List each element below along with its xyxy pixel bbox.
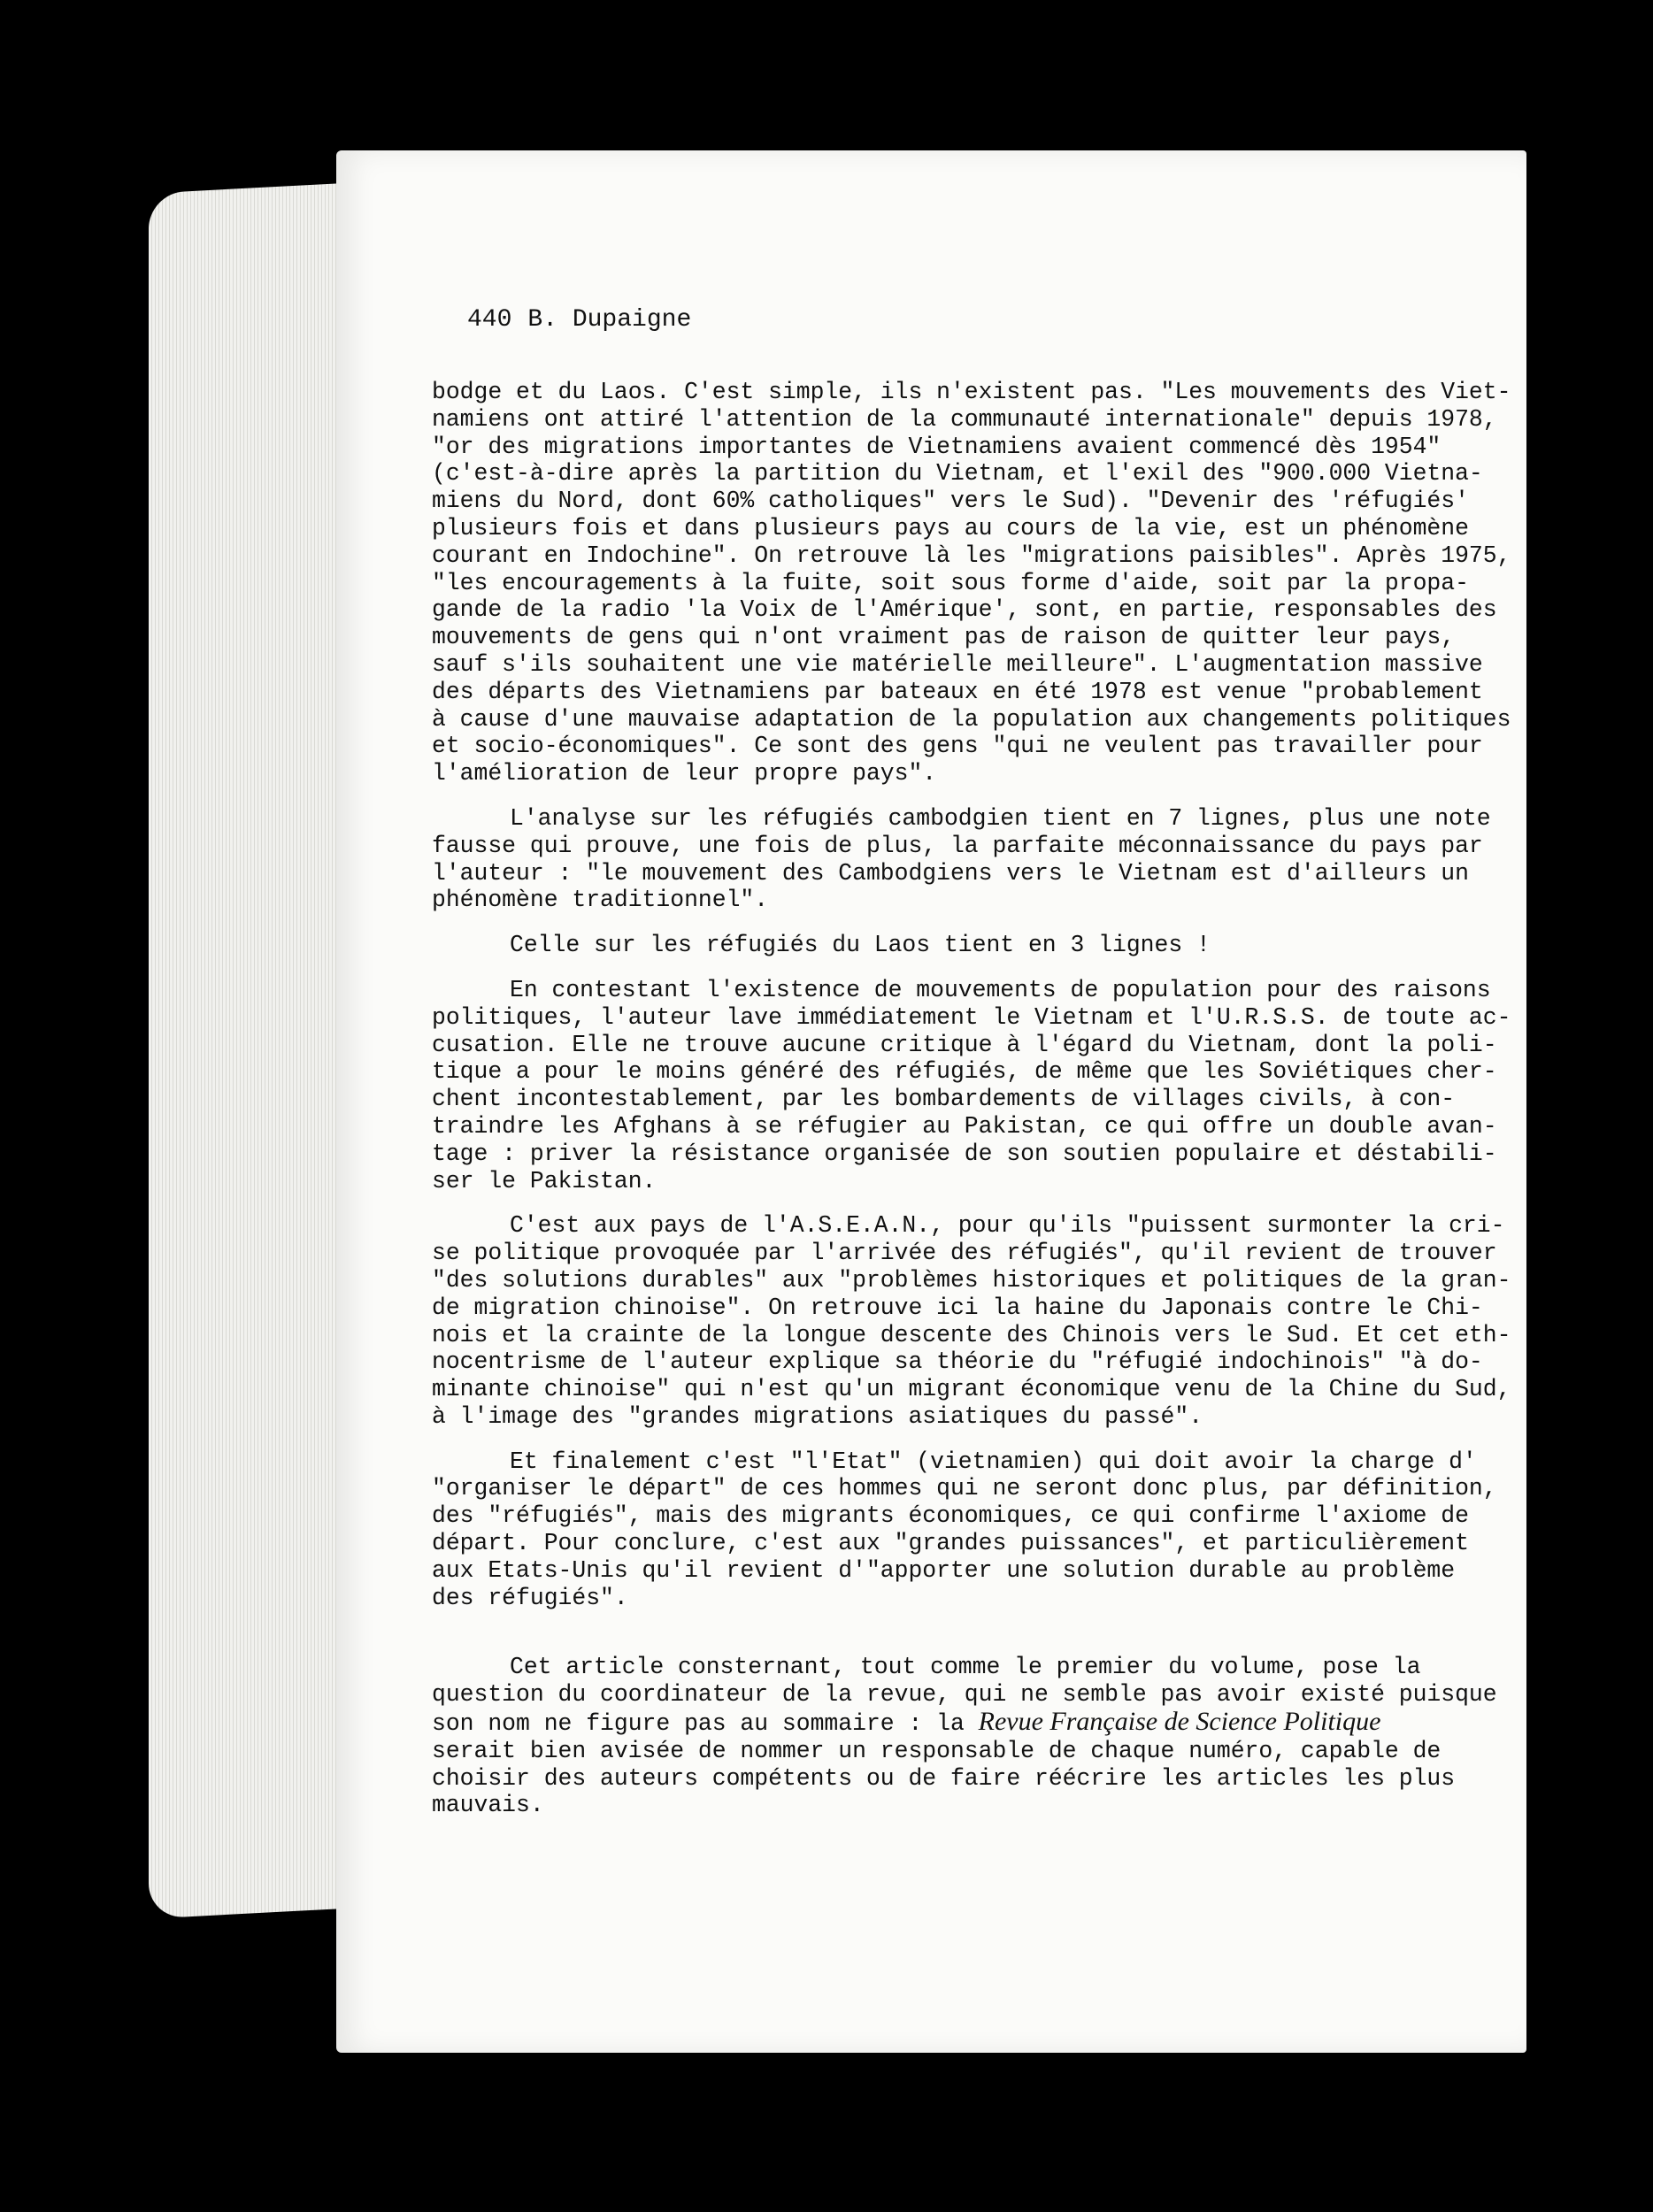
paragraph-6 xyxy=(432,1448,1497,1612)
text-line: politiques, l'auteur lave immédiatement le Vietnam et l'U.R.S.S. de toute ac- xyxy=(432,1003,1511,1031)
text-line: nois et la crainte de la longue descente des Chinois vers le Sud. Et cet eth- xyxy=(432,1321,1511,1348)
text-line: l'auteur : "le mouvement des Cambodgiens vers le Vietnam est d'ailleurs un xyxy=(432,859,1469,887)
text-line: tique a pour le moins généré des réfugiés, de même que les Soviétiques cher- xyxy=(432,1058,1497,1086)
text-line: et socio-économiques". Ce sont des gens "qui ne veulent pas travailler pour xyxy=(432,733,1483,760)
text-line: cusation. Elle ne trouve aucune critique à l'égard du Vietnam, dont la poli- xyxy=(432,1031,1497,1058)
text-line: phénomène traditionnel". xyxy=(432,887,769,914)
text-line: mauvais. xyxy=(432,1792,544,1819)
text-line: traindre les Afghans à se réfugier au Pakistan, ce qui offre un double avan- xyxy=(432,1112,1497,1140)
paragraph-1 xyxy=(432,379,1511,787)
text-line: "organiser le départ" de ces hommes qui ne seront donc plus, par définition, xyxy=(432,1475,1497,1502)
text-line: question du coordinateur de la revue, qui ne semble pas avoir existé puisque xyxy=(432,1681,1497,1709)
text-line: serait bien avisée de nommer un responsable de chaque numéro, capable de xyxy=(432,1737,1442,1764)
paragraph-7 xyxy=(432,1654,1497,1819)
text-line: courant en Indochine". On retrouve là les "migrations paisibles". Après 1975, xyxy=(432,541,1511,569)
page-number: 440 xyxy=(467,306,512,334)
text-line: "or des migrations importantes de Vietnamiens avaient commencé dès 1954" xyxy=(432,433,1442,460)
text-line: "des solutions durables" aux "problèmes historiques et politiques de la gran- xyxy=(432,1266,1511,1294)
text-line: se politique provoquée par l'arrivée des réfugiés", qu'il revient de trouver xyxy=(432,1240,1497,1267)
text-line: ser le Pakistan. xyxy=(432,1167,657,1194)
text-line: namiens ont attiré l'attention de la communauté internationale" depuis 1978, xyxy=(432,405,1497,433)
text-line: En contestant l'existence de mouvements de population pour des raisons xyxy=(510,976,1491,1003)
text-line: des réfugiés". xyxy=(432,1584,628,1611)
text-line: (c'est-à-dire après la partition du Vietnam, et l'exil des "900.000 Vietna- xyxy=(432,460,1483,488)
text-line: Cet article consternant, tout comme le premier du volume, pose la xyxy=(510,1654,1421,1681)
text-line: l'amélioration de leur propre pays". xyxy=(432,760,937,787)
text-line: choisir des auteurs compétents ou de faire réécrire les articles les plus xyxy=(432,1764,1456,1792)
body-text xyxy=(432,379,1511,1819)
text-line: Et finalement c'est "l'Etat" (vietnamien) qui doit avoir la charge d' xyxy=(510,1448,1477,1475)
text-fragment: son nom ne figure pas au sommaire : la xyxy=(432,1710,979,1738)
text-line: C'est aux pays de l'A.S.E.A.N., pour qu'ils "puissent surmonter la cri- xyxy=(510,1212,1505,1240)
text-line: fausse qui prouve, une fois de plus, la parfaite méconnaissance du pays par xyxy=(432,832,1483,859)
journal-title: Revue Française de Science Politique xyxy=(978,1707,1381,1737)
paragraph-4 xyxy=(432,976,1511,1194)
text-line: mouvements de gens qui n'ont vraiment pas de raison de quitter leur pays, xyxy=(432,624,1456,651)
author-name: B. Dupaigne xyxy=(527,306,692,334)
running-header xyxy=(467,306,707,334)
text-line: minante chinoise" qui n'est qu'un migrant économique venu de la Chine du Sud, xyxy=(432,1376,1511,1403)
text-line: de migration chinoise". On retrouve ici la haine du Japonais contre le Chi- xyxy=(432,1294,1483,1321)
text-line: plusieurs fois et dans plusieurs pays au cours de la vie, est un phénomène xyxy=(432,514,1469,541)
text-line: gande de la radio 'la Voix de l'Amérique', sont, en partie, responsables des xyxy=(432,596,1497,624)
paragraph-2 xyxy=(432,804,1491,914)
paragraph-3 xyxy=(432,932,1469,959)
text-line xyxy=(432,1709,1469,1738)
text-line: nocentrisme de l'auteur explique sa théorie du "réfugié indochinois" "à do- xyxy=(432,1348,1483,1376)
text-line: chent incontestablement, par les bombardements de villages civils, à con- xyxy=(432,1086,1456,1113)
text-line: tage : priver la résistance organisée de son soutien populaire et déstabili- xyxy=(432,1140,1497,1167)
text-line: sauf s'ils souhaitent une vie matérielle meilleure". L'augmentation massive xyxy=(432,650,1483,678)
text-line: aux Etats-Unis qu'il revient d'"apporter une solution durable au problème xyxy=(432,1556,1456,1584)
text-line: à cause d'une mauvaise adaptation de la population aux changements politiques xyxy=(432,705,1511,733)
text-line: Celle sur les réfugiés du Laos tient en 3 lignes ! xyxy=(510,932,1211,959)
text-line: à l'image des "grandes migrations asiatiques du passé". xyxy=(432,1402,1203,1430)
text-line: miens du Nord, dont 60% catholiques" vers le Sud). "Devenir des 'réfugiés' xyxy=(432,488,1469,515)
text-line: bodge et du Laos. C'est simple, ils n'existent pas. "Les mouvements des Viet- xyxy=(432,379,1511,405)
paragraph-5 xyxy=(432,1212,1511,1430)
text-line: des "réfugiés", mais des migrants économiques, ce qui confirme l'axiome de xyxy=(432,1502,1469,1530)
text-line: L'analyse sur les réfugiés cambodgien tient en 7 lignes, plus une note xyxy=(510,804,1491,832)
text-line: départ. Pour conclure, c'est aux "grandes puissances", et particulièrement xyxy=(432,1530,1469,1557)
text-line: des départs des Vietnamiens par bateaux en été 1978 est venue "probablement xyxy=(432,678,1483,705)
text-line: "les encouragements à la fuite, soit sous forme d'aide, soit par la propa- xyxy=(432,569,1469,596)
